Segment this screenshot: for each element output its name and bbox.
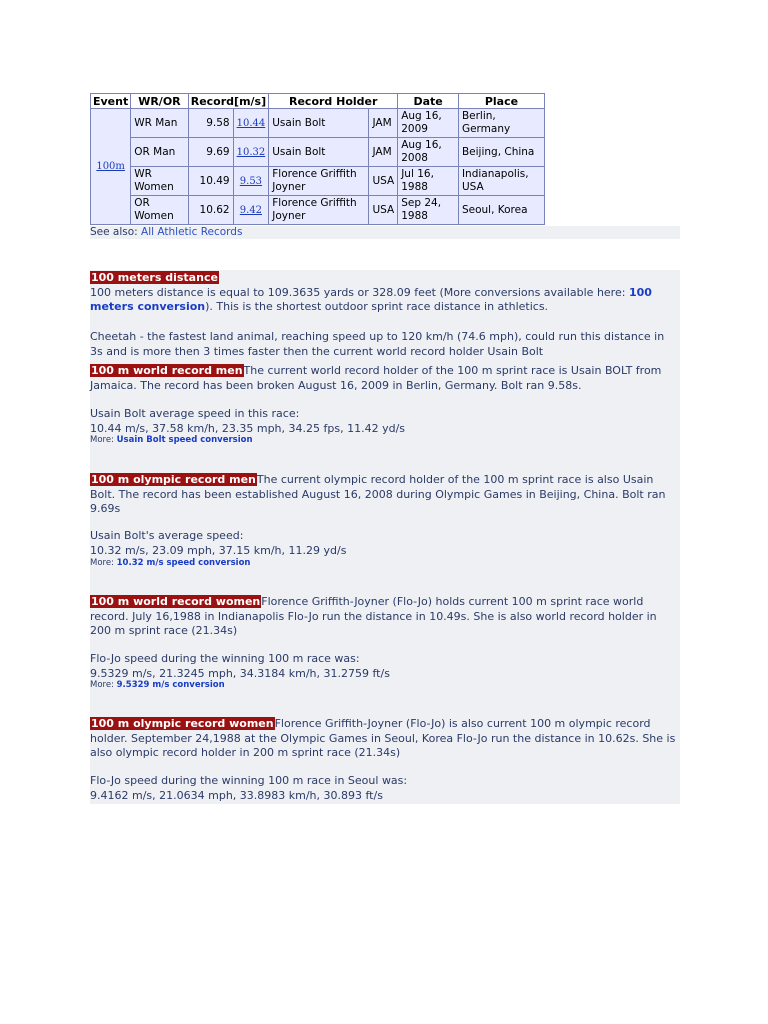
cheetah-paragraph: Cheetah - the fastest land animal, reaching speed up to 120 km/h (74.6 mph), could run this distance in 3s and is more then 3 times faster then the current world record holder Usain Bolt — [90, 330, 665, 358]
record-place: Seoul, Korea — [458, 196, 544, 225]
section-title-wr-men: 100 m world record men — [91, 364, 243, 377]
record-holder: Florence Griffith Joyner — [269, 196, 369, 225]
content-panel — [90, 270, 680, 804]
record-time: 9.58 — [188, 109, 233, 138]
speed-link[interactable]: 10.44 — [236, 117, 266, 129]
record-place: Berlin, Germany — [458, 109, 544, 138]
record-type: WR Women — [131, 167, 188, 196]
or-women-section — [90, 717, 680, 761]
or-men-speed-label: Usain Bolt's average speed: — [90, 529, 244, 542]
wr-men-speed-label: Usain Bolt average speed in this race: — [90, 407, 300, 420]
speed-link[interactable]: 9.53 — [239, 175, 263, 187]
speed-cell — [233, 196, 269, 225]
wr-women-speed-values: 9.5329 m/s, 21.3245 mph, 34.3184 km/h, 31.2759 ft/s — [90, 667, 390, 680]
all-athletic-records-link[interactable]: All Athletic Records — [141, 226, 243, 238]
header-wr-or: WR/OR — [131, 94, 188, 109]
records-table — [90, 93, 545, 225]
or-men-more — [90, 558, 680, 569]
speed-cell — [233, 167, 269, 196]
header-record: Record[m/s] — [188, 94, 269, 109]
9-5329-conversion-link[interactable]: 9.5329 m/s conversion — [116, 680, 225, 690]
record-place: Beijing, China — [458, 138, 544, 167]
speed-link[interactable]: 9.42 — [239, 204, 263, 216]
wr-women-speed-label: Flo-Jo speed during the winning 100 m race was: — [90, 652, 360, 665]
or-men-section — [90, 473, 680, 517]
table-row — [91, 109, 545, 138]
distance-text-a: 100 meters distance is equal to 109.3635 yards or 328.09 feet (More conversions available here: — [90, 285, 629, 299]
record-date: Jul 16, 1988 — [398, 167, 459, 196]
or-women-text: Florence Griffith-Joyner (Flo-Jo) is also current 100 m olympic record holder. September 24,1988 at the Olympic Games in Seoul, Korea Flo-Jo run the distance in 10.62s. She is also olympic record holder in 200 m sprint race (21.34s) — [90, 717, 676, 759]
distance-section — [90, 271, 680, 315]
wr-men-section — [90, 364, 680, 393]
record-country: USA — [369, 167, 398, 196]
record-type: OR Women — [131, 196, 188, 225]
or-men-text: The current olympic record holder of the 100 m sprint race is also Usain Bolt. The record has been established August 16, 2008 during Olympic Games in Beijing, China. Bolt ran 9.69s — [90, 473, 666, 515]
header-event: Event — [91, 94, 131, 109]
see-also-bar — [90, 226, 680, 239]
section-title-or-women: 100 m olympic record women — [91, 717, 274, 730]
more-label: More: — [90, 435, 117, 445]
event-cell — [91, 109, 131, 225]
speed-link[interactable]: 10.32 — [236, 146, 266, 158]
speed-cell — [233, 109, 269, 138]
usain-bolt-speed-conversion-link[interactable]: Usain Bolt speed conversion — [116, 435, 253, 445]
wr-women-text: Florence Griffith-Joyner (Flo-Jo) holds current 100 m sprint race world record. July 16,1988 in Indianapolis Flo-Jo run the distance in 10.49s. She is also world record holder in 200 m sprint race (21.34s) — [90, 595, 657, 637]
record-place: Indianapolis, USA — [458, 167, 544, 196]
record-holder: Usain Bolt — [269, 109, 369, 138]
speed-cell — [233, 138, 269, 167]
record-country: JAM — [369, 138, 398, 167]
wr-women-more — [90, 680, 680, 691]
record-country: USA — [369, 196, 398, 225]
table-row — [91, 196, 545, 225]
wr-men-text: The current world record holder of the 100 m sprint race is Usain BOLT from Jamaica. The record has been broken August 16, 2009 in Berlin, Germany. Bolt ran 9.58s. — [90, 364, 662, 392]
header-place: Place — [458, 94, 544, 109]
event-link[interactable]: 100m — [96, 161, 125, 172]
record-holder: Usain Bolt — [269, 138, 369, 167]
record-date: Sep 24, 1988 — [398, 196, 459, 225]
or-men-speed-values: 10.32 m/s, 23.09 mph, 37.15 km/h, 11.29 yd/s — [90, 544, 347, 557]
record-date: Aug 16, 2009 — [398, 109, 459, 138]
record-type: WR Man — [131, 109, 188, 138]
section-title-distance: 100 meters distance — [91, 271, 218, 284]
header-record-holder: Record Holder — [269, 94, 398, 109]
wr-women-section — [90, 595, 680, 639]
or-women-speed-values: 9.4162 m/s, 21.0634 mph, 33.8983 km/h, 30.893 ft/s — [90, 789, 383, 802]
table-header-row — [91, 94, 545, 109]
section-title-wr-women: 100 m world record women — [91, 595, 261, 608]
table-row — [91, 167, 545, 196]
record-type: OR Man — [131, 138, 188, 167]
record-date: Aug 16, 2008 — [398, 138, 459, 167]
record-time: 10.49 — [188, 167, 233, 196]
record-time: 10.62 — [188, 196, 233, 225]
record-holder: Florence Griffith Joyner — [269, 167, 369, 196]
wr-men-more — [90, 435, 680, 446]
10-32-speed-conversion-link[interactable]: 10.32 m/s speed conversion — [116, 558, 251, 568]
more-label: More: — [90, 680, 117, 690]
header-date: Date — [398, 94, 459, 109]
or-women-speed-label: Flo-Jo speed during the winning 100 m race in Seoul was: — [90, 774, 408, 787]
distance-text-b: ). This is the shortest outdoor sprint race distance in athletics. — [205, 300, 549, 313]
section-title-or-men: 100 m olympic record men — [91, 473, 256, 486]
more-label: More: — [90, 558, 117, 568]
record-country: JAM — [369, 109, 398, 138]
see-also-label: See also: — [90, 226, 142, 238]
table-row — [91, 138, 545, 167]
record-time: 9.69 — [188, 138, 233, 167]
100m-conversion-link[interactable]: 100 meters conversion — [90, 285, 652, 313]
wr-men-speed-values: 10.44 m/s, 37.58 km/h, 23.35 mph, 34.25 fps, 11.42 yd/s — [90, 422, 406, 435]
